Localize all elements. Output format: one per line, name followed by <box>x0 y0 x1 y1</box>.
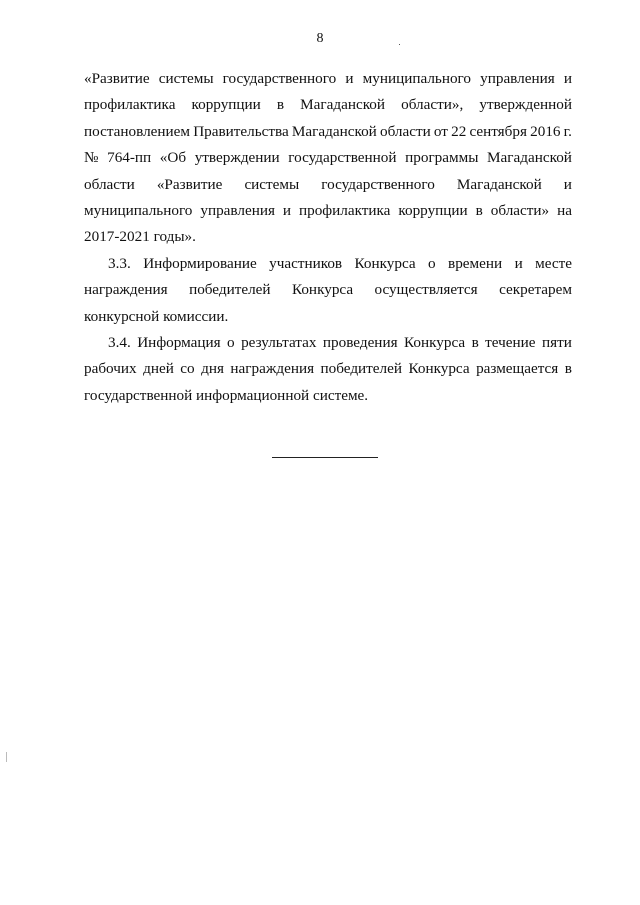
word: конкурсной комиссии. <box>84 307 229 325</box>
word: Магаданской <box>291 122 377 140</box>
word: от <box>433 122 448 140</box>
paragraph-continuation <box>84 66 572 251</box>
word: результатах <box>241 333 317 351</box>
word: утвержденной <box>479 96 572 114</box>
text-line <box>84 92 572 118</box>
word: управления <box>480 70 555 87</box>
text-line <box>84 119 572 145</box>
word: постановлением <box>84 122 191 140</box>
text-line <box>84 356 572 382</box>
document-body <box>84 66 572 409</box>
text-line <box>84 251 572 277</box>
scan-speck <box>399 44 400 45</box>
word: «Развитие <box>156 175 223 193</box>
scan-margin-mark <box>6 752 7 762</box>
word: программы <box>405 149 479 167</box>
word: Информация <box>137 333 221 351</box>
page-number: 8 <box>316 31 324 46</box>
word: Правительства <box>193 122 289 140</box>
word: государственной <box>288 149 397 167</box>
word: дней <box>143 360 174 378</box>
text-line <box>84 277 572 303</box>
word: течение <box>485 333 536 351</box>
word: в <box>471 333 479 351</box>
text-line <box>84 224 572 250</box>
word: 3.3. <box>108 254 131 272</box>
word: системы <box>244 175 300 193</box>
word: Конкурса <box>354 254 416 272</box>
word: о <box>428 254 436 272</box>
word: профилактика <box>298 201 391 219</box>
word: со <box>180 360 195 378</box>
word: Магаданской <box>487 149 572 167</box>
word: и <box>345 70 354 87</box>
text-line <box>84 66 572 92</box>
word: месте <box>535 254 572 272</box>
text-line <box>84 145 572 171</box>
word: осуществляется <box>374 281 478 299</box>
word: «Об <box>159 149 187 167</box>
word: Информирование <box>143 254 257 272</box>
word: области <box>84 175 135 193</box>
word: государственного <box>222 70 337 87</box>
word: о <box>227 333 235 351</box>
word: Конкурса <box>404 333 466 351</box>
paragraph-3-4 <box>84 330 572 409</box>
word: в <box>564 360 572 378</box>
word: области», <box>401 96 464 114</box>
word: государственной информационной системе. <box>84 386 369 404</box>
word: 764-пп <box>107 149 152 167</box>
word: проведения <box>322 333 398 351</box>
word: на <box>557 201 572 219</box>
word: муниципального <box>84 201 193 219</box>
word: в <box>276 96 285 114</box>
word: Магаданской <box>300 96 386 114</box>
word: 22 <box>451 122 467 140</box>
word: системы <box>158 70 214 87</box>
text-line <box>84 383 572 409</box>
word: размещается <box>476 360 559 378</box>
end-of-text-rule <box>272 457 378 458</box>
word: Конкурса <box>408 360 470 378</box>
word: муниципального <box>362 70 471 87</box>
word: времени <box>448 254 503 272</box>
word: победителей <box>320 360 403 378</box>
word: награждения <box>230 360 315 378</box>
word: дня <box>201 360 224 378</box>
word: 2016 <box>530 122 561 140</box>
word: победителей <box>189 281 271 299</box>
word: № <box>84 149 99 167</box>
word: Конкурса <box>291 281 354 299</box>
word: 3.4. <box>108 333 131 351</box>
word: пяти <box>542 333 572 351</box>
word: утверждении <box>194 149 280 167</box>
word: области <box>379 122 431 140</box>
text-line <box>84 172 572 198</box>
word: г. <box>563 122 572 140</box>
word: участников <box>269 254 343 272</box>
word: «Развитие <box>84 70 150 87</box>
word: профилактика <box>84 96 176 114</box>
word: награждения <box>84 281 168 299</box>
word: 2017-2021 годы». <box>84 228 196 246</box>
word: коррупции <box>398 201 468 219</box>
word: сентября <box>469 122 527 140</box>
word: области» <box>490 201 550 219</box>
word: и <box>563 175 572 193</box>
text-line <box>84 330 572 356</box>
word: Магаданской <box>456 175 542 193</box>
word: управления <box>200 201 275 219</box>
word: в <box>475 201 483 219</box>
word: и <box>563 70 572 87</box>
word: и <box>282 201 292 219</box>
word: государственного <box>321 175 435 193</box>
word: секретарем <box>499 281 572 299</box>
word: коррупции <box>191 96 261 114</box>
text-line <box>84 304 572 330</box>
word: рабочих <box>84 360 137 378</box>
word: и <box>514 254 523 272</box>
paragraph-3-3 <box>84 251 572 330</box>
text-line <box>84 198 572 224</box>
